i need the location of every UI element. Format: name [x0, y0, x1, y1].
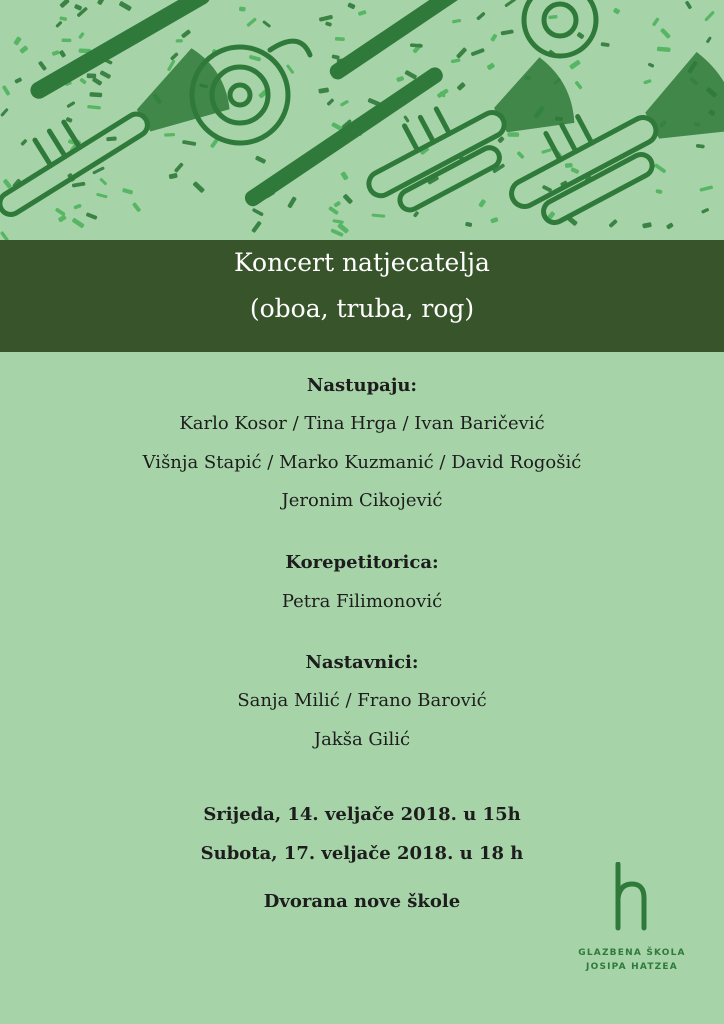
decorative-dash: [335, 37, 345, 41]
decorative-dash: [565, 163, 573, 168]
logo-line: JOSIPA HATZEA: [586, 962, 678, 972]
venue: Dvorana nove škole: [263, 891, 461, 912]
h-letter-logo-icon: [612, 862, 652, 932]
decorative-dash: [176, 39, 183, 43]
teachers-line: Jakša Gilić: [313, 729, 411, 750]
performers-heading: Nastupaju:: [306, 375, 418, 396]
page-title: Koncert natjecatelja: [234, 248, 490, 277]
school-logo: [570, 862, 694, 982]
brass-instruments-illustration: [0, 0, 724, 240]
decorative-dash: [239, 6, 246, 11]
decorative-dash: [507, 132, 519, 137]
decorative-dash: [106, 136, 117, 141]
accompanist-heading: Korepetitorica:: [285, 552, 439, 573]
page-subtitle: (oboa, truba, rog): [249, 294, 475, 323]
performers-line: Karlo Kosor / Tina Hrga / Ivan Baričević: [179, 413, 545, 434]
event-date: Srijeda, 14. veljače 2018. u 15h: [203, 804, 521, 825]
decorative-dash: [61, 38, 71, 42]
decorative-dash: [87, 73, 97, 78]
performers-line: Višnja Stapić / Marko Kuzmanić / David Rogošić: [142, 452, 582, 473]
logo-line: GLAZBENA ŠKOLA: [578, 948, 686, 958]
performers-line: Jeronim Cikojević: [281, 490, 443, 511]
decorative-dash: [89, 92, 102, 97]
decorative-dash: [164, 133, 175, 137]
event-date: Subota, 17. veljače 2018. u 18 h: [200, 843, 524, 864]
accompanist-name: Petra Filimonović: [281, 591, 443, 612]
teachers-heading: Nastavnici:: [305, 652, 419, 673]
title-banner: [0, 240, 724, 352]
teachers-line: Sanja Milić / Frano Barović: [237, 690, 487, 711]
